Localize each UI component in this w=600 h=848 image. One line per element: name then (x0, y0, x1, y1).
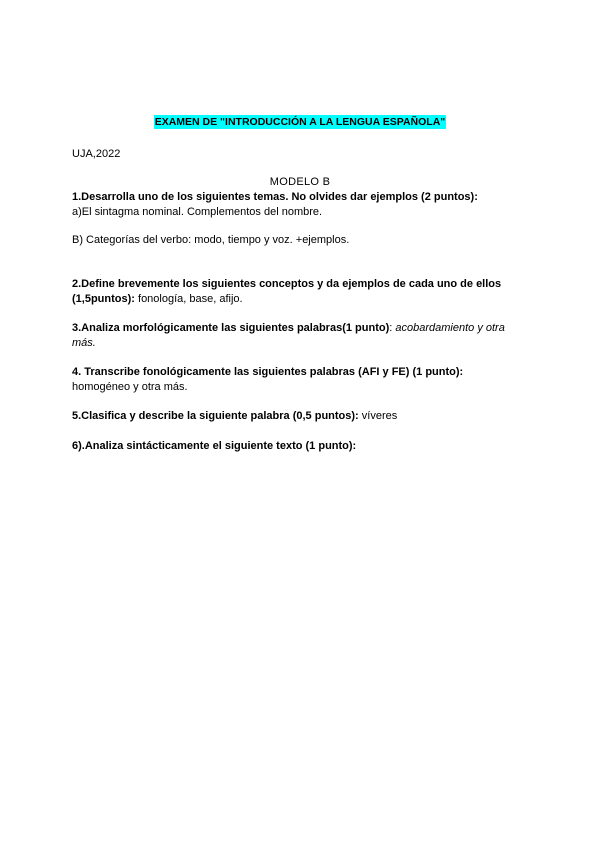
question-5-heading: 5.Clasifica y describe la siguiente palabra (0,5 puntos): (72, 410, 359, 422)
question-4-words: homogéneo y otra más. (72, 381, 188, 393)
question-3-colon: : (389, 322, 396, 334)
exam-title (0, 115, 600, 129)
question-1-option-a: a)El sintagma nominal. Complementos del nombre. (72, 206, 323, 218)
institution-year: UJA,2022 (72, 148, 121, 160)
question-6-heading: 6).Analiza sintácticamente el siguiente texto (1 punto): (72, 440, 357, 452)
question-2-points: (1,5puntos): (72, 293, 135, 305)
question-3-words: acobardamiento y otra (395, 322, 505, 334)
question-3-words-cont: más. (72, 337, 96, 349)
model-label: MODELO B (269, 176, 331, 188)
question-2-line-2 (72, 292, 243, 306)
question-5-line (72, 409, 397, 423)
question-5-word: víveres (358, 410, 398, 422)
question-3-heading: 3.Analiza morfológicamente las siguientes palabras(1 punto) (72, 322, 390, 334)
question-3-line-1 (72, 321, 505, 335)
question-1-option-b: B) Categorías del verbo: modo, tiempo y voz. +ejemplos. (72, 234, 350, 246)
question-4-heading: 4. Transcribe fonológicamente las siguientes palabras (AFI y FE) (1 punto): (72, 366, 464, 378)
exam-title-text: EXAMEN DE "INTRODUCCIÓN A LA LENGUA ESPAÑOLA" (154, 116, 446, 128)
question-2-terms: fonología, base, afijo. (134, 293, 243, 305)
question-1-heading: 1.Desarrolla uno de los siguientes temas. No olvides dar ejemplos (2 puntos): (72, 191, 478, 203)
question-2-heading: 2.Define brevemente los siguientes conceptos y da ejemplos de cada uno de ellos (72, 278, 502, 290)
